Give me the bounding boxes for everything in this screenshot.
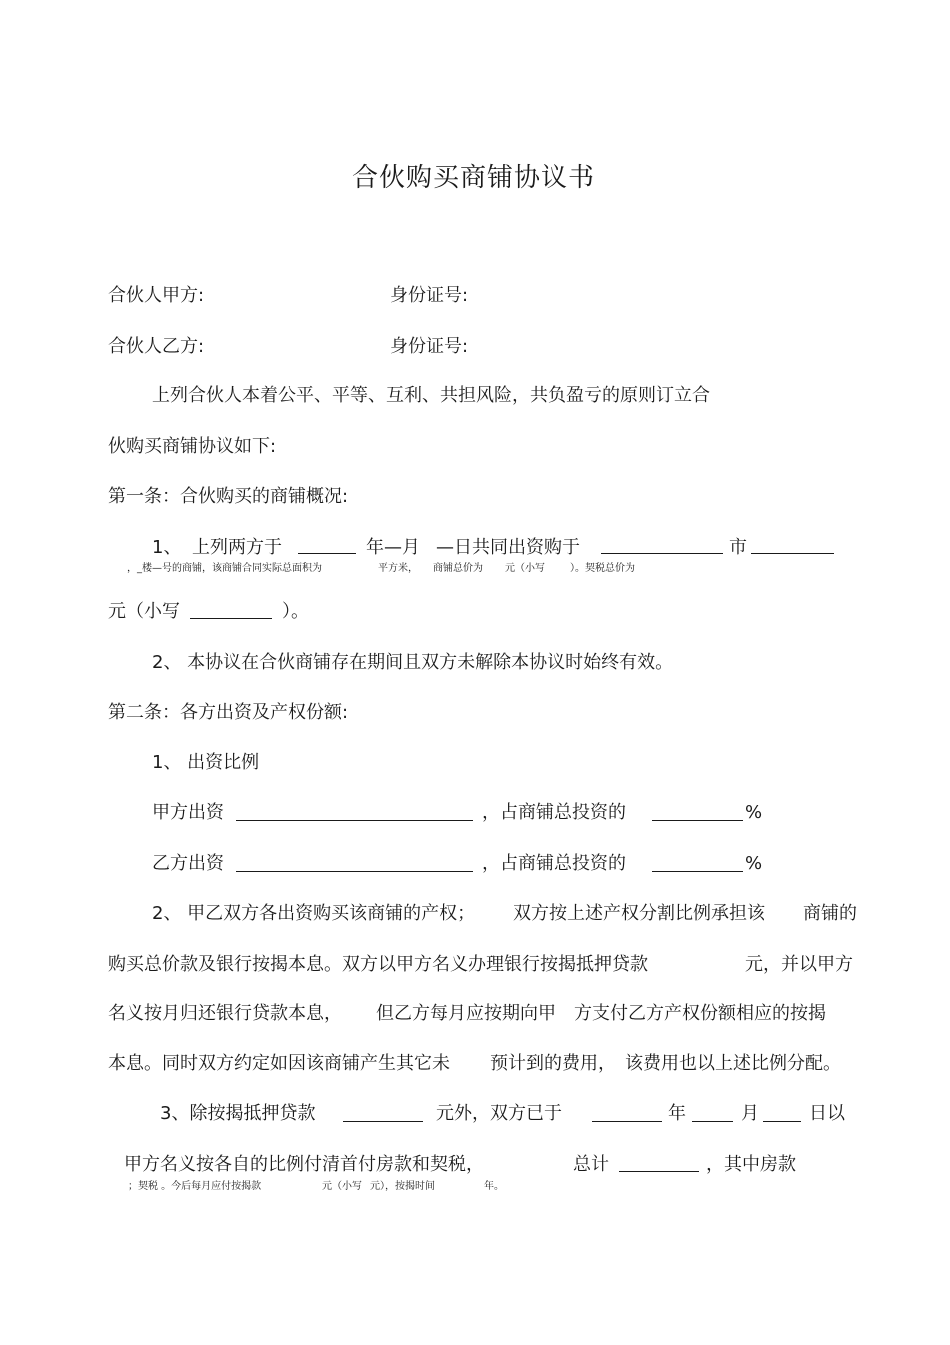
blank-contribution-b <box>236 871 473 872</box>
small-print-1: ，_楼—号的商铺，该商铺合同实际总面积为 <box>127 563 322 574</box>
article-2-item-2-line-3a: 名义按月归还银行贷款本息， <box>108 1003 342 1024</box>
article-1-heading: 第一条：合伙购买的商铺概况: <box>108 486 349 507</box>
blank-percent-b <box>652 871 743 872</box>
article-2-item-2-line-1b: 双方按上述产权分割比例承担该 <box>513 903 765 924</box>
blank-contribution-a <box>236 820 473 821</box>
blank-city <box>751 553 834 554</box>
article-2-item-2-line-1a: 2、 甲乙双方各出资购买该商铺的产权； <box>152 903 476 924</box>
contribution-row-b-middle: ，占商铺总投资的 <box>482 853 626 874</box>
small-print-8: 元），按揭时间 <box>370 1181 435 1192</box>
party-b-label: 合伙人乙方: <box>108 336 205 357</box>
article-2-item-2-line-2a: 购买总价款及银行按揭本息。双方以甲方名义办理银行按揭抵押贷款 <box>108 954 648 975</box>
party-a-label: 合伙人甲方: <box>108 285 205 306</box>
intro-line-2: 伙购买商铺协议如下: <box>108 436 277 457</box>
article-2-item-3-line-2b: 总计 <box>573 1154 609 1175</box>
article-1-item-1-text-d: 市 <box>729 537 747 558</box>
document-title: 合伙购买商铺协议书 <box>352 163 596 193</box>
article-2-item-3-text-d: 月 <box>741 1103 759 1124</box>
contribution-row-a-middle: ，占商铺总投资的 <box>482 802 626 823</box>
article-2-item-3-text-b: 元外，双方已于 <box>436 1103 562 1124</box>
article-2-item-2-line-4a: 本息。同时双方约定如因该商铺产生其它未 <box>108 1053 450 1074</box>
article-2-item-2-line-4c: 该费用也以上述比例分配。 <box>625 1053 841 1074</box>
article-1-item-1-number: 1、 <box>152 537 182 558</box>
blank-mortgage-loan <box>343 1121 423 1122</box>
article-1-item-1-tail-b: ）。 <box>282 601 309 622</box>
party-a-id-label: 身份证号: <box>390 285 469 306</box>
intro-line-1: 上列合伙人本着公平、平等、互利、共担风险，共负盈亏的原则订立合 <box>152 385 710 406</box>
article-2-item-2-line-3c: 方支付乙方产权份额相应的按揭 <box>574 1003 826 1024</box>
small-print-6: ；契税 。今后每月应付按揭款 <box>128 1181 262 1192</box>
small-print-9: 年。 <box>484 1181 504 1192</box>
article-1-item-1-tail-a: 元（小写 <box>108 601 180 622</box>
small-print-2: 平方米， <box>378 563 418 574</box>
article-2-heading: 第二条：各方出资及产权份额: <box>108 702 349 723</box>
article-2-item-3-text-c: 年 <box>668 1103 686 1124</box>
article-2-item-2-line-1c: 商铺的 <box>803 903 857 924</box>
small-print-5: ）。契税总价为 <box>570 563 635 574</box>
party-b-id-label: 身份证号: <box>390 336 469 357</box>
blank-lowercase-amount <box>190 618 272 619</box>
blank-percent-a <box>652 820 743 821</box>
article-2-item-3-text-e: 日以 <box>809 1103 845 1124</box>
article-2-item-1-title: 1、 出资比例 <box>152 752 260 773</box>
small-print-7: 元（小写 <box>322 1181 362 1192</box>
blank-paid-year <box>592 1121 662 1122</box>
contribution-row-a-unit: % <box>745 802 763 823</box>
article-2-item-3-text-a: 3、除按揭抵押贷款 <box>160 1103 316 1124</box>
small-print-3: 商铺总价为 <box>433 563 483 574</box>
article-2-item-2-line-2b: 元，并以甲方 <box>745 954 853 975</box>
blank-paid-month <box>692 1121 733 1122</box>
article-2-item-2-line-4b: 预计到的费用， <box>490 1053 616 1074</box>
article-1-item-1-text-a: 上列两方于 <box>192 537 282 558</box>
small-print-4: 元（小写 <box>505 563 545 574</box>
contribution-row-a-label: 甲方出资 <box>152 802 224 823</box>
article-2-item-3-line-2c: ，其中房款 <box>706 1154 796 1175</box>
article-1-item-2: 2、 本协议在合伙商铺存在期间且双方未解除本协议时始终有效。 <box>152 652 674 673</box>
blank-total <box>619 1171 699 1172</box>
article-2-item-3-line-2a: 甲方名义按各自的比例付清首付房款和契税， <box>124 1154 484 1175</box>
contribution-row-b-label: 乙方出资 <box>152 853 224 874</box>
article-2-item-2-line-3b: 但乙方每月应按期向甲 <box>376 1003 556 1024</box>
blank-paid-day <box>763 1121 801 1122</box>
article-1-item-1-text-b: 年—月 <box>366 537 420 558</box>
blank-location <box>601 553 723 554</box>
blank-year <box>298 553 356 554</box>
contribution-row-b-unit: % <box>745 853 763 874</box>
article-1-item-1-text-c: —日共同出资购于 <box>436 537 580 558</box>
